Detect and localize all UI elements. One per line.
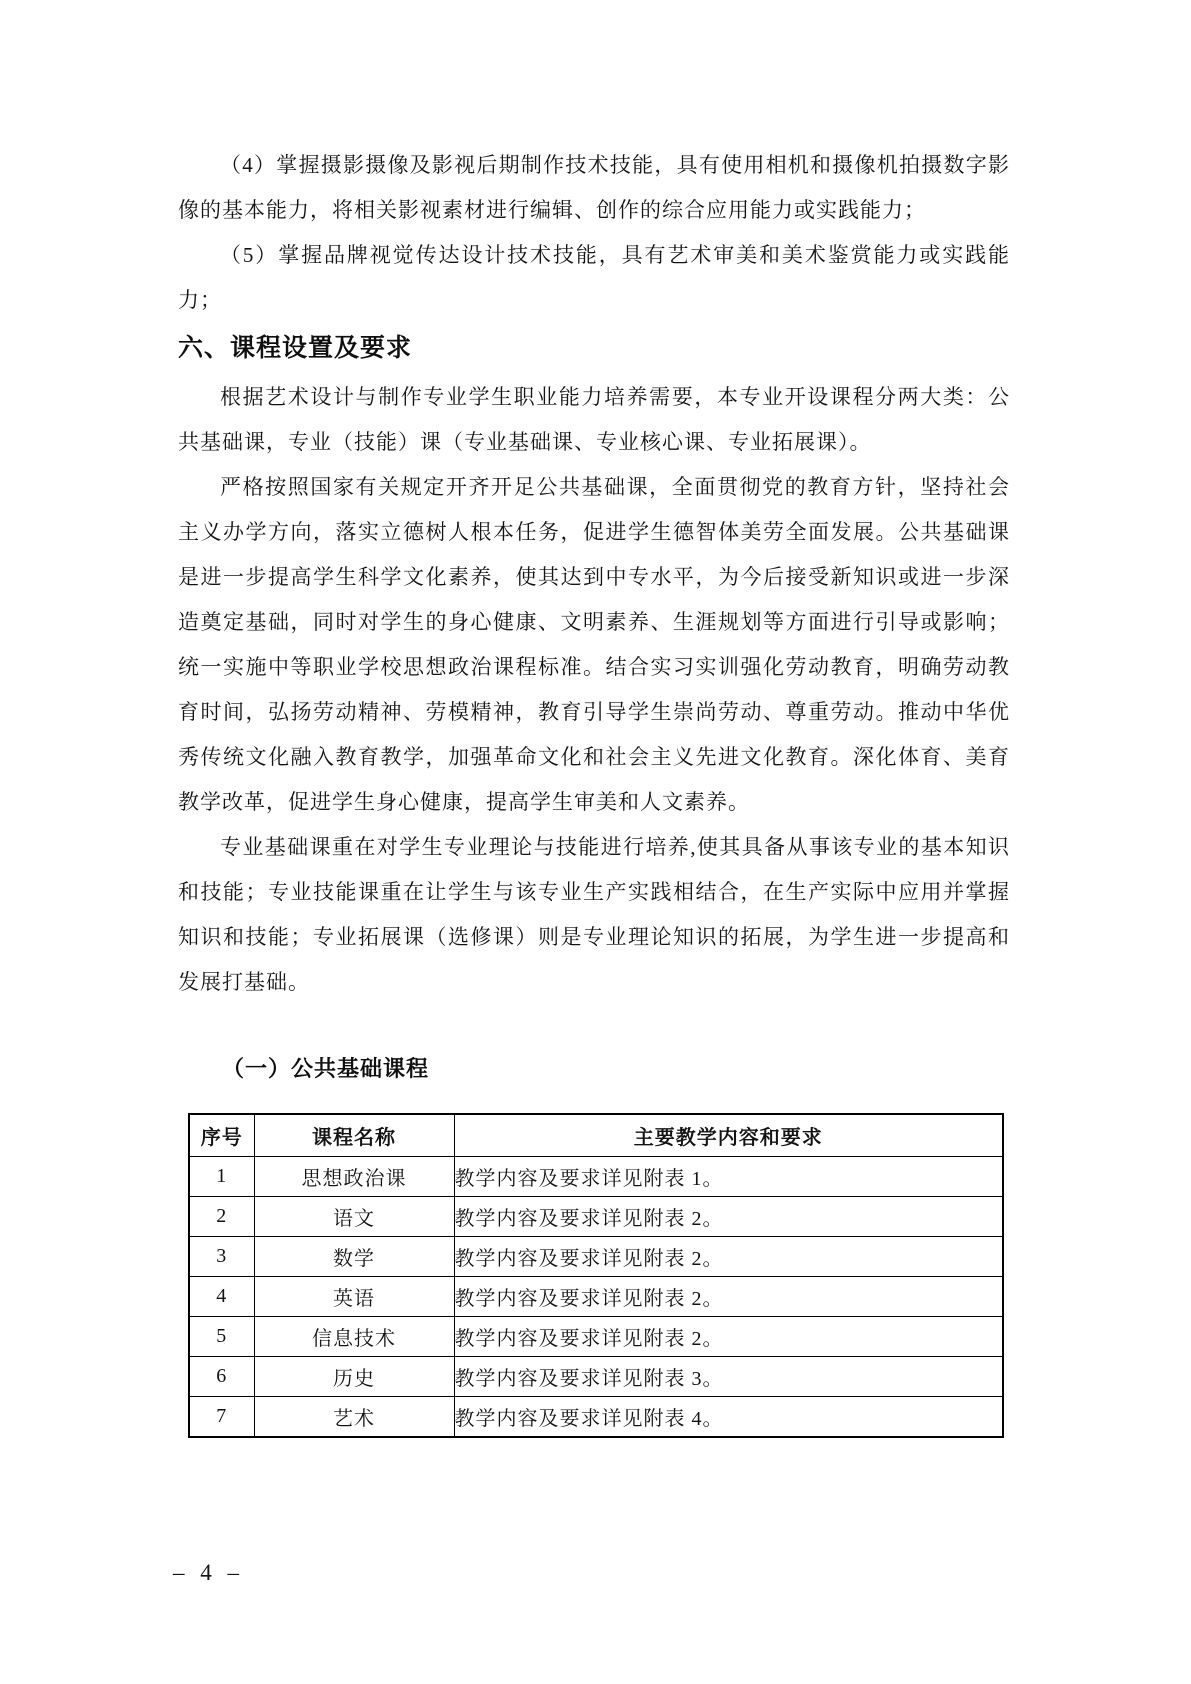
- section-paragraph-1: 根据艺术设计与制作专业学生职业能力培养需要，本专业开设课程分两大类：公共基础课，专业（技能）课（专业基础课、专业核心课、专业拓展课）。: [178, 385, 1010, 454]
- cell-number: 4: [189, 1277, 254, 1317]
- table-row: [189, 1317, 1003, 1357]
- cell-number: 3: [189, 1237, 254, 1277]
- cell-content: 教学内容及要求详见附表 4。: [454, 1397, 1003, 1438]
- column-header-number: 序号: [189, 1114, 254, 1157]
- subsection-heading: （一）公共基础课程: [222, 1056, 430, 1081]
- table-row: [189, 1157, 1003, 1197]
- section-heading: 六、课程设置及要求: [178, 334, 413, 362]
- table-row: [189, 1237, 1003, 1277]
- table-row: [189, 1197, 1003, 1237]
- cell-course-name: 信息技术: [254, 1317, 454, 1357]
- table-row: [189, 1357, 1003, 1397]
- cell-content: 教学内容及要求详见附表 2。: [454, 1317, 1003, 1357]
- cell-course-name: 英语: [254, 1277, 454, 1317]
- cell-number: 1: [189, 1157, 254, 1197]
- public-basic-course-table: [188, 1113, 1004, 1438]
- intro-paragraph-4: （4）掌握摄影摄像及影视后期制作技术技能，具有使用相机和摄像机拍摄数字影像的基本能力，将相关影视素材进行编辑、创作的综合应用能力或实践能力；: [178, 153, 1010, 222]
- table-row: [189, 1397, 1003, 1438]
- table-header-row: [189, 1114, 1003, 1157]
- section-paragraph-2: 严格按照国家有关规定开齐开足公共基础课，全面贯彻党的教育方针，坚持社会主义办学方向，落实立德树人根本任务，促进学生德智体美劳全面发展。公共基础课是进一步提高学生科学文化素养，使其达到中专水平，为今后接受新知识或进一步深造奠定基础，同时对学生的身心健康、文明素养、生涯规划等方面进行引导或影响；统一实施中等职业学校思想政治课程标准。结合实习实训强化劳动教育，明确劳动教育时间，弘扬劳动精神、劳模精神，教育引导学生崇尚劳动、尊重劳动。推动中华优秀传统文化融入教育教学，加强革命文化和社会主义先进文化教育。深化体育、美育教学改革，促进学生身心健康，提高学生审美和人文素养。: [178, 475, 1010, 814]
- section-paragraph-3: 专业基础课重在对学生专业理论与技能进行培养,使其具备从事该专业的基本知识和技能；专业技能课重在让学生与该专业生产实践相结合，在生产实际中应用并掌握知识和技能；专业拓展课（选修课）则是专业理论知识的拓展，为学生进一步提高和发展打基础。: [178, 835, 1010, 994]
- page-number: – 4 –: [173, 1560, 244, 1585]
- column-header-course-name: 课程名称: [254, 1114, 454, 1157]
- cell-content: 教学内容及要求详见附表 2。: [454, 1237, 1003, 1277]
- cell-course-name: 历史: [254, 1357, 454, 1397]
- cell-content: 教学内容及要求详见附表 3。: [454, 1357, 1003, 1397]
- cell-content: 教学内容及要求详见附表 2。: [454, 1197, 1003, 1237]
- cell-course-name: 语文: [254, 1197, 454, 1237]
- column-header-content-requirements: 主要教学内容和要求: [454, 1114, 1003, 1157]
- cell-number: 2: [189, 1197, 254, 1237]
- cell-course-name: 思想政治课: [254, 1157, 454, 1197]
- page-content: [178, 143, 1010, 1438]
- cell-number: 7: [189, 1397, 254, 1438]
- cell-content: 教学内容及要求详见附表 2。: [454, 1277, 1003, 1317]
- table-row: [189, 1277, 1003, 1317]
- cell-number: 6: [189, 1357, 254, 1397]
- cell-content: 教学内容及要求详见附表 1。: [454, 1157, 1003, 1197]
- cell-course-name: 数学: [254, 1237, 454, 1277]
- intro-paragraph-5: （5）掌握品牌视觉传达设计技术技能，具有艺术审美和美术鉴赏能力或实践能力；: [178, 243, 1010, 312]
- cell-number: 5: [189, 1317, 254, 1357]
- cell-course-name: 艺术: [254, 1397, 454, 1438]
